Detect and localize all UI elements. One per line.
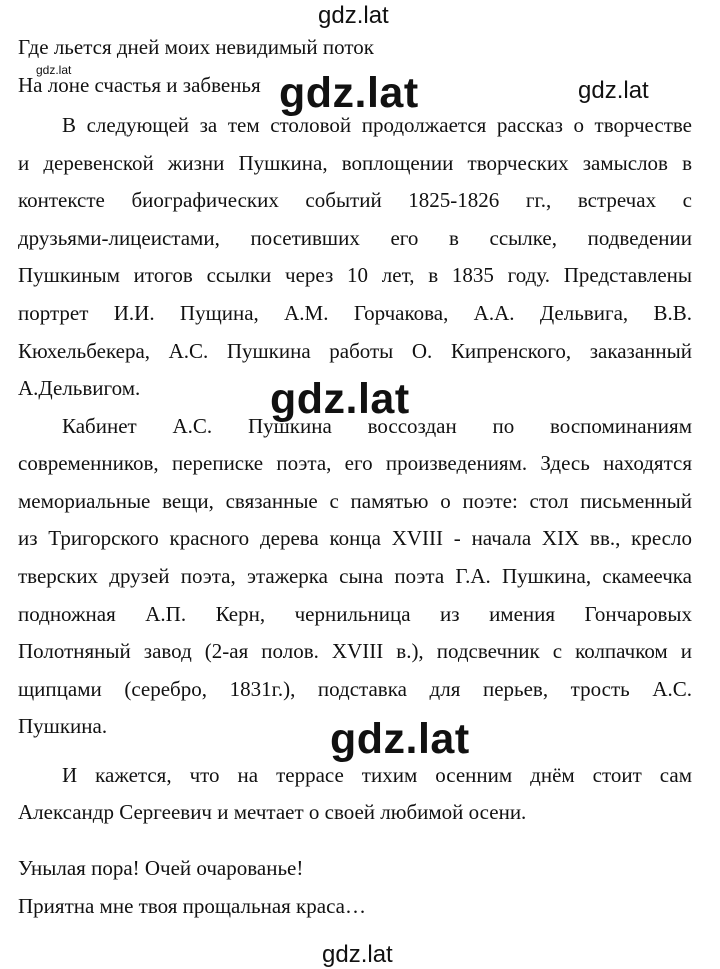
paragraph-line: тверских друзей поэта, этажерка сына поэта Г.А. Пушкина, скамеечка: [18, 564, 692, 588]
paragraph-line: контексте биографических событий 1825-1826 гг., встречах с: [18, 188, 692, 212]
paragraph-line: из Тригорского красного дерева конца XVIII - начала XIX вв., кресло: [18, 526, 692, 550]
paragraph-line: Александр Сергеевич и мечтает о своей любимой осени.: [18, 800, 527, 824]
paragraph-line: А.Дельвигом.: [18, 376, 141, 400]
paragraph-line: щипцами (серебро, 1831г.), подставка для перьев, трость А.С.: [18, 677, 692, 701]
paragraph-line: Пушкина.: [18, 714, 108, 738]
paragraph-line: портрет И.И. Пущина, А.М. Горчакова, А.А. Дельвига, В.В.: [18, 301, 692, 325]
paragraph-line: И кажется, что на террасе тихим осенним днём стоит сам: [62, 763, 692, 787]
paragraph-line: и деревенской жизни Пушкина, воплощении творческих замыслов в: [18, 151, 692, 175]
poem-line: Унылая пора! Очей очарованье!: [18, 856, 304, 880]
watermark-right: gdz.lat: [578, 77, 649, 104]
paragraph-line: современников, переписке поэта, его произведениям. Здесь находятся: [18, 451, 692, 475]
paragraph-line: Пушкиным итогов ссылки через 10 лет, в 1835 году. Представлены: [18, 263, 692, 287]
watermark-large: gdz.lat: [270, 375, 410, 423]
watermark-tiny: gdz.lat: [36, 63, 72, 77]
paragraph-line: друзьями-лицеистами, посетивших его в ссылке, подведении: [18, 226, 692, 250]
paragraph-line: Полотняный завод (2-ая полов. XVIII в.), подсвечник с колпачком и: [18, 639, 692, 663]
poem-line: Приятна мне твоя прощальная краса…: [18, 894, 366, 918]
watermark-large: gdz.lat: [330, 715, 470, 763]
paragraph-line: Кабинет А.С. Пушкина воссоздан по воспоминаниям: [62, 414, 692, 438]
poem-line: На лоне счастья и забвенья: [18, 73, 261, 97]
poem-line: Где льется дней моих невидимый поток: [18, 35, 374, 59]
paragraph-line: Кюхельбекера, А.С. Пушкина работы О. Кипренского, заказанный: [18, 339, 692, 363]
watermark-top: gdz.lat: [318, 2, 389, 29]
paragraph-line: подножная А.П. Керн, чернильница из имения Гончаровых: [18, 602, 692, 626]
watermark-large: gdz.lat: [276, 72, 422, 115]
watermark-bottom: gdz.lat: [322, 941, 393, 968]
paragraph-line: В следующей за тем столовой продолжается рассказ о творчестве: [62, 113, 692, 137]
paragraph-line: мемориальные вещи, связанные с памятью о поэте: стол письменный: [18, 489, 692, 513]
